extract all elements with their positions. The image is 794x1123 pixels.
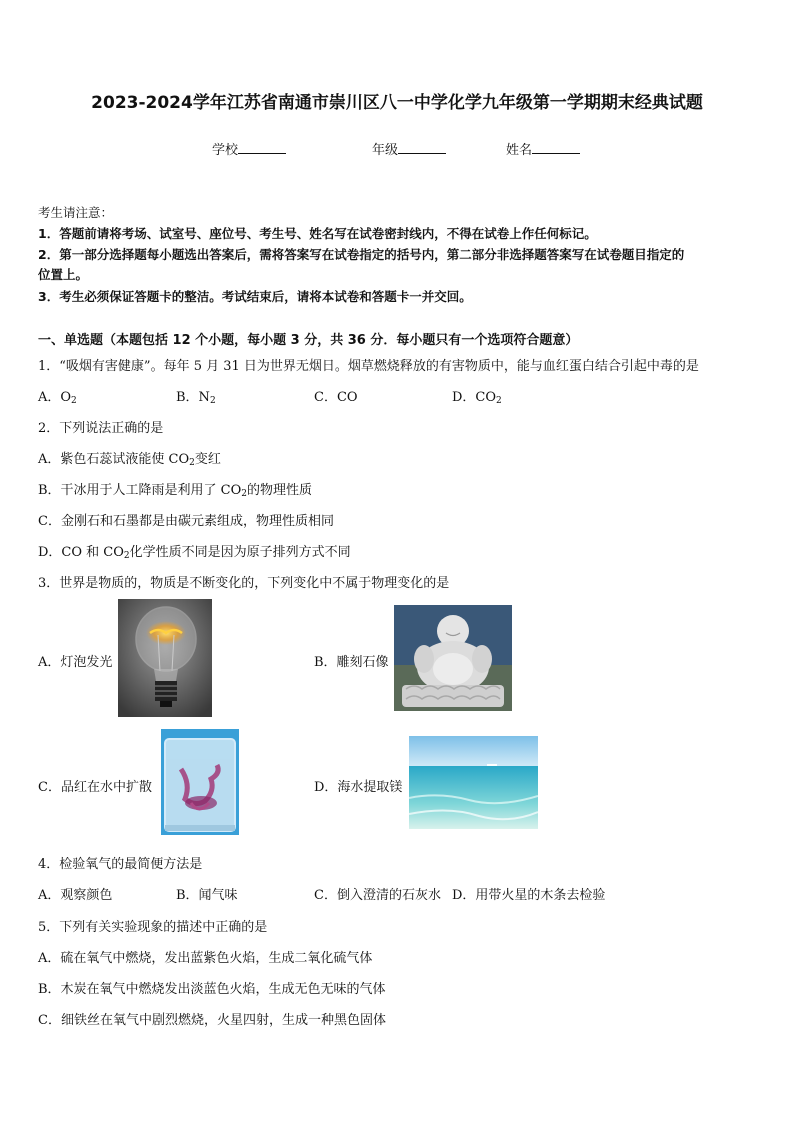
beaker-dye-image [161, 729, 239, 835]
section-heading: 一、单选题（本题包括 12 个小题，每小题 3 分，共 36 分．每小题只有一个选项符合题意） [38, 333, 579, 348]
q4-option-a: A．观察颜色 [38, 888, 113, 903]
q1-option-d: D．$CO_2$ [452, 390, 502, 406]
seawater-image [409, 736, 538, 829]
q4-option-c: C．倒入澄清的石灰水 [314, 888, 441, 903]
q4-option-d: D．用带火星的木条去检验 [452, 888, 606, 903]
q2-option-d: D．CO 和 $CO_2$化学性质不同是因为原子排列方式不同 [38, 545, 351, 561]
q1-option-a: A．$O_2$ [38, 390, 77, 406]
q4-stem: 4．检验氧气的最简便方法是 [38, 857, 203, 872]
school-field [212, 139, 286, 158]
statue-icon [394, 605, 512, 711]
name-label: 姓名 [506, 143, 533, 158]
q5-stem: 5．下列有关实验现象的描述中正确的是 [38, 920, 268, 935]
q2-option-b: B．干冰用于人工降雨是利用了 $CO_2$的物理性质 [38, 483, 313, 499]
school-blank [238, 141, 286, 154]
q5-option-c: C．细铁丝在氧气中剧烈燃烧，火星四射，生成一种黑色固体 [38, 1013, 386, 1028]
q5-option-b: B．木炭在氧气中燃烧发出淡蓝色火焰，生成无色无味的气体 [38, 982, 386, 997]
beaker-icon [161, 729, 239, 835]
q4-option-b: B．闻气味 [176, 888, 238, 903]
q2-option-c: C．金刚石和石墨都是由碳元素组成，物理性质相同 [38, 514, 334, 529]
q3-stem: 3．世界是物质的，物质是不断变化的，下列变化中不属于物理变化的是 [38, 576, 450, 591]
q2-option-a: A．紫色石蕊试液能使 $CO_2$变红 [38, 452, 221, 468]
q3-option-b: B．雕刻石像 [314, 655, 389, 670]
q1-stem: 1．“吸烟有害健康”。每年 5 月 31 日为世界无烟日。烟草燃烧释放的有害物质中，能与血红蛋白结合引起中毒的是 [38, 359, 699, 374]
page-title: 2023-2024学年江苏省南通市崇川区八一中学化学九年级第一学期期末经典试题 [91, 93, 703, 113]
q1-option-c: C．CO [314, 390, 358, 405]
sea-icon [409, 736, 538, 829]
q3-option-d: D．海水提取镁 [314, 780, 403, 795]
notice-item-2-cont: 位置上。 [38, 267, 89, 282]
q3-option-a: A．灯泡发光 [38, 655, 113, 670]
school-label: 学校 [212, 143, 239, 158]
grade-label: 年级 [372, 143, 399, 158]
lightbulb-icon [118, 599, 212, 717]
notice-item-1: 1．答题前请将考场、试室号、座位号、考生号、姓名写在试卷密封线内，不得在试卷上作任何标记。 [38, 226, 597, 241]
q1-option-b: B．$N_2$ [176, 390, 216, 406]
q5-option-a: A．硫在氧气中燃烧，发出蓝紫色火焰，生成二氧化硫气体 [38, 951, 373, 966]
notice-item-3: 3．考生必须保证答题卡的整洁。考试结束后，请将本试卷和答题卡一并交回。 [38, 289, 472, 304]
q2-stem: 2．下列说法正确的是 [38, 421, 164, 436]
buddha-statue-image [394, 605, 512, 711]
grade-blank [398, 141, 446, 154]
name-field [506, 139, 580, 158]
grade-field [372, 139, 446, 158]
name-blank [532, 141, 580, 154]
notice-heading: 考生请注意： [38, 205, 114, 220]
q3-option-c: C．品红在水中扩散 [38, 780, 152, 795]
lightbulb-image [118, 599, 212, 717]
notice-item-2: 2．第一部分选择题每小题选出答案后，需将答案写在试卷指定的括号内，第二部分非选择题答案写在试卷题目指定的 [38, 247, 685, 262]
